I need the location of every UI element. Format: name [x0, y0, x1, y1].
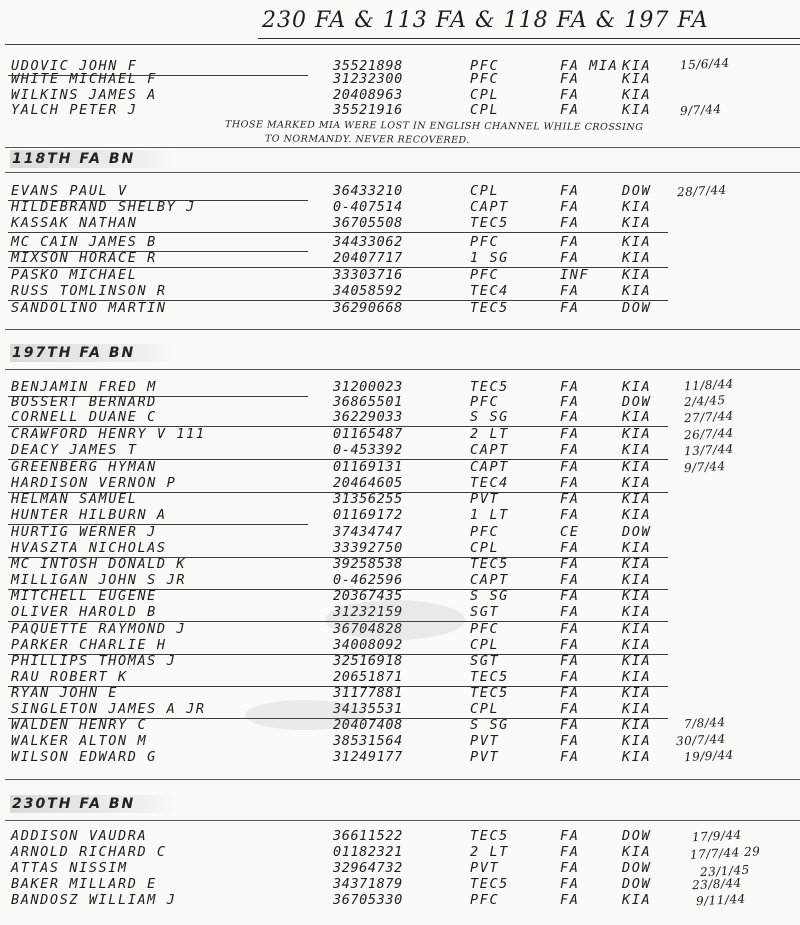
rank-cell: SGT	[470, 604, 500, 620]
name-cell: SANDOLINO MARTIN	[11, 300, 167, 316]
branch-cell: FA	[560, 234, 580, 250]
status-cell: KIA	[622, 669, 652, 685]
name-cell: HARDISON VERNON P	[11, 475, 177, 491]
handwritten-date: 19/9/44	[683, 747, 735, 765]
branch-cell: FA	[560, 556, 580, 572]
name-cell: BAKER MILLARD E	[11, 876, 157, 892]
branch-cell: FA	[560, 87, 580, 103]
handwritten-mia-note	[225, 118, 745, 150]
roster-row	[0, 250, 800, 266]
branch-cell: FA	[560, 621, 580, 637]
serial-cell: 01182321	[333, 844, 403, 860]
serial-cell: 20408963	[333, 87, 403, 103]
branch-cell: FA	[560, 844, 580, 860]
rank-cell: PVT	[470, 860, 500, 876]
roster-row	[0, 409, 800, 425]
serial-cell: 36704828	[333, 621, 403, 637]
name-cell: WALKER ALTON M	[11, 733, 148, 749]
rank-cell: TEC5	[470, 215, 509, 231]
serial-cell: 31232159	[333, 604, 403, 620]
rank-cell: PFC	[470, 524, 500, 540]
rank-cell: TEC5	[470, 300, 509, 316]
serial-cell: 31200023	[333, 379, 403, 395]
rank-cell: PFC	[470, 267, 500, 283]
photocopy-smudge	[325, 600, 465, 640]
branch-cell: FA	[560, 701, 580, 717]
status-cell: KIA	[622, 102, 652, 118]
branch-cell: FA	[560, 283, 580, 299]
roster-row	[0, 394, 800, 410]
rank-cell: SGT	[470, 653, 500, 669]
name-cell: RYAN JOHN E	[11, 685, 119, 701]
handwritten-date: 23/1/45	[699, 862, 751, 880]
status-cell: KIA	[622, 844, 652, 860]
status-cell: KIA	[622, 379, 652, 395]
roster-row	[0, 507, 800, 523]
name-cell: MC CAIN JAMES B	[11, 234, 157, 250]
name-cell: BANDOSZ WILLIAM J	[11, 892, 177, 908]
section-separator	[5, 172, 800, 173]
rank-cell: PVT	[470, 491, 500, 507]
serial-cell: 35521916	[333, 102, 403, 118]
name-cell: HVASZTA NICHOLAS	[11, 540, 167, 556]
serial-cell: 20651871	[333, 669, 403, 685]
roster-row	[0, 234, 800, 250]
status-cell: KIA	[622, 588, 652, 604]
mia-note-line-2: TO NORMANDY. NEVER RECOVERED.	[264, 133, 470, 146]
section-separator	[5, 147, 800, 148]
roster-row	[0, 491, 800, 507]
status-cell: KIA	[622, 540, 652, 556]
status-cell: KIA	[622, 621, 652, 637]
status-cell: KIA	[622, 491, 652, 507]
status-cell: DOW	[622, 828, 652, 844]
branch-cell: FA	[560, 653, 580, 669]
roster-row	[0, 459, 800, 475]
status-cell: KIA	[622, 250, 652, 266]
name-cell: CRAWFORD HENRY V 111	[11, 426, 206, 442]
rank-cell: CAPT	[470, 459, 509, 475]
branch-cell: FA	[560, 749, 580, 765]
name-cell: OLIVER HAROLD B	[11, 604, 157, 620]
branch-cell: FA	[560, 250, 580, 266]
handwritten-date: 15/6/44	[679, 55, 731, 73]
serial-cell: 34433062	[333, 234, 403, 250]
name-cell: PAQUETTE RAYMOND J	[11, 621, 187, 637]
serial-cell: 36433210	[333, 183, 403, 199]
name-cell: YALCH PETER J	[11, 102, 138, 118]
serial-cell: 33303716	[333, 267, 403, 283]
name-cell: CORNELL DUANE C	[11, 409, 157, 425]
header-underline	[258, 38, 800, 39]
rank-cell: CAPT	[470, 442, 509, 458]
roster-row	[0, 556, 800, 572]
branch-cell: FA	[560, 102, 580, 118]
status-cell: KIA	[622, 475, 652, 491]
serial-cell: 33392750	[333, 540, 403, 556]
status-cell: KIA	[622, 283, 652, 299]
handwritten-date: 11/8/44	[683, 376, 735, 394]
roster-row	[0, 215, 800, 231]
rank-cell: S SG	[470, 717, 509, 733]
serial-cell: 34135531	[333, 701, 403, 717]
branch-cell: FA	[560, 588, 580, 604]
serial-cell: 36290668	[333, 300, 403, 316]
section-separator	[5, 369, 800, 370]
name-cell: HURTIG WERNER J	[11, 524, 157, 540]
roster-row	[0, 669, 800, 685]
roster-row	[0, 892, 800, 908]
handwritten-date: 23/8/44	[691, 875, 743, 893]
roster-row	[0, 442, 800, 458]
branch-cell: FA	[560, 892, 580, 908]
rank-cell: TEC5	[470, 556, 509, 572]
roster-row	[0, 87, 800, 103]
handwritten-date: 9/7/44	[679, 101, 722, 119]
handwritten-date: 26/7/44	[683, 425, 735, 443]
name-cell: RUSS TOMLINSON R	[11, 283, 167, 299]
name-cell: ARNOLD RICHARD C	[11, 844, 167, 860]
branch-cell: FA	[560, 459, 580, 475]
branch-cell: FA	[560, 394, 580, 410]
rank-cell: CPL	[470, 183, 500, 199]
roster-row	[0, 475, 800, 491]
rank-cell: CPL	[470, 540, 500, 556]
handwritten-date: 9/7/44	[683, 458, 726, 476]
serial-cell: 31232300	[333, 71, 403, 87]
rank-cell: 1 LT	[470, 507, 509, 523]
status-cell: DOW	[622, 524, 652, 540]
handwritten-date: 2/4/45	[683, 392, 726, 410]
row-underline	[8, 232, 668, 233]
branch-cell: FA MIA	[560, 58, 619, 74]
name-cell: PHILLIPS THOMAS J	[11, 653, 177, 669]
serial-cell: 31249177	[333, 749, 403, 765]
roster-row	[0, 876, 800, 892]
roster-row	[0, 300, 800, 316]
branch-cell: FA	[560, 733, 580, 749]
handwritten-date: 17/7/44 29	[689, 844, 761, 862]
serial-cell: 20407408	[333, 717, 403, 733]
status-cell: KIA	[622, 685, 652, 701]
name-cell: EVANS PAUL V	[11, 183, 128, 199]
name-cell: MITCHELL EUGENE	[11, 588, 157, 604]
serial-cell: 31356255	[333, 491, 403, 507]
roster-row	[0, 860, 800, 880]
name-cell: WILSON EDWARD G	[11, 749, 157, 765]
serial-cell: 36229033	[333, 409, 403, 425]
rank-cell: 1 SG	[470, 250, 509, 266]
status-cell: KIA	[622, 733, 652, 749]
branch-cell: FA	[560, 475, 580, 491]
roster-row	[0, 828, 800, 844]
handwritten-date: 7/8/44	[683, 714, 726, 732]
rank-cell: CAPT	[470, 572, 509, 588]
rank-cell: PVT	[470, 733, 500, 749]
section-separator	[5, 779, 800, 780]
serial-cell: 37434747	[333, 524, 403, 540]
roster-row	[0, 524, 800, 540]
name-cell: GREENBERG HYMAN	[11, 459, 157, 475]
branch-cell: FA	[560, 379, 580, 395]
status-cell: KIA	[622, 637, 652, 653]
name-cell: BOSSERT BERNARD	[11, 394, 157, 410]
status-cell: KIA	[622, 199, 652, 215]
status-cell: DOW	[622, 394, 652, 410]
status-cell: KIA	[622, 572, 652, 588]
serial-cell: 01165487	[333, 426, 403, 442]
rank-cell: PFC	[470, 394, 500, 410]
serial-cell: 01169172	[333, 507, 403, 523]
rank-cell: CAPT	[470, 199, 509, 215]
branch-cell: FA	[560, 183, 580, 199]
serial-cell: 32516918	[333, 653, 403, 669]
branch-cell: FA	[560, 300, 580, 316]
rank-cell: CPL	[470, 701, 500, 717]
roster-row	[0, 714, 800, 733]
serial-cell: 20367435	[333, 588, 403, 604]
rank-cell: PFC	[470, 892, 500, 908]
status-cell: KIA	[622, 426, 652, 442]
roster-row	[0, 540, 800, 556]
handwritten-date: 17/9/44	[691, 827, 743, 845]
section-separator	[5, 329, 800, 330]
serial-cell: 36705508	[333, 215, 403, 231]
branch-cell: FA	[560, 685, 580, 701]
name-cell: MC INTOSH DONALD K	[11, 556, 187, 572]
rank-cell: CPL	[470, 87, 500, 103]
name-cell: MILLIGAN JOHN S JR	[11, 572, 187, 588]
handwritten-date: 9/11/44	[695, 891, 747, 909]
serial-cell: 20464605	[333, 475, 403, 491]
serial-cell: 32964732	[333, 860, 403, 876]
status-cell: KIA	[622, 717, 652, 733]
branch-cell: FA	[560, 215, 580, 231]
handwritten-date: 13/7/44	[683, 441, 735, 459]
rank-cell: TEC5	[470, 669, 509, 685]
status-cell: KIA	[622, 87, 652, 103]
roster-row	[0, 733, 800, 749]
rank-cell: CPL	[470, 637, 500, 653]
section-title-230th: 230TH FA BN	[10, 795, 175, 813]
branch-cell: FA	[560, 507, 580, 523]
serial-cell: 38531564	[333, 733, 403, 749]
name-cell: HUNTER HILBURN A	[11, 507, 167, 523]
name-cell: ADDISON VAUDRA	[11, 828, 148, 844]
name-cell: ATTAS NISSIM	[11, 860, 128, 876]
status-cell: KIA	[622, 442, 652, 458]
rank-cell: PFC	[470, 234, 500, 250]
serial-cell: 34058592	[333, 283, 403, 299]
serial-cell: 01169131	[333, 459, 403, 475]
handwritten-header: 230 FA & 113 FA & 118 FA & 197 FA	[262, 8, 709, 33]
serial-cell: 0-462596	[333, 572, 403, 588]
branch-cell: FA	[560, 717, 580, 733]
roster-row	[0, 283, 800, 299]
rank-cell: TEC5	[470, 379, 509, 395]
name-cell: UDOVIC JOHN F	[11, 58, 138, 74]
name-cell: WALDEN HENRY C	[11, 717, 148, 733]
branch-cell: FA	[560, 71, 580, 87]
branch-cell: FA	[560, 442, 580, 458]
section-separator	[5, 820, 800, 821]
roster-row	[0, 749, 800, 765]
rank-cell: 2 LT	[470, 844, 509, 860]
branch-cell: INF	[560, 267, 590, 283]
status-cell: KIA	[622, 459, 652, 475]
roster-row	[0, 685, 800, 701]
status-cell: KIA	[622, 234, 652, 250]
name-cell: SINGLETON JAMES A JR	[11, 701, 206, 717]
branch-cell: FA	[560, 426, 580, 442]
branch-cell: FA	[560, 669, 580, 685]
rank-cell: 2 LT	[470, 426, 509, 442]
serial-cell: 35521898	[333, 58, 403, 74]
serial-cell: 36611522	[333, 828, 403, 844]
rank-cell: TEC4	[470, 283, 509, 299]
status-cell: KIA	[622, 653, 652, 669]
status-cell: KIA	[622, 409, 652, 425]
status-cell: KIA	[622, 267, 652, 283]
handwritten-date: 27/7/44	[683, 408, 735, 426]
status-cell: DOW	[622, 876, 652, 892]
roster-row	[0, 267, 800, 283]
branch-cell: FA	[560, 540, 580, 556]
serial-cell: 31177881	[333, 685, 403, 701]
serial-cell: 34371879	[333, 876, 403, 892]
section-title-118th: 118TH FA BN	[10, 150, 175, 168]
serial-cell: 34008092	[333, 637, 403, 653]
branch-cell: CE	[560, 524, 580, 540]
branch-cell: FA	[560, 199, 580, 215]
name-cell: HILDEBRAND SHELBY J	[11, 199, 196, 215]
branch-cell: FA	[560, 604, 580, 620]
name-cell: PARKER CHARLIE H	[11, 637, 167, 653]
rank-cell: PFC	[470, 621, 500, 637]
rank-cell: S SG	[470, 588, 509, 604]
status-cell: KIA	[622, 892, 652, 908]
handwritten-date: 30/7/44	[675, 731, 727, 749]
status-cell: KIA	[622, 701, 652, 717]
name-cell: WILKINS JAMES A	[11, 87, 157, 103]
name-cell: BENJAMIN FRED M	[11, 379, 157, 395]
status-cell: KIA	[622, 749, 652, 765]
serial-cell: 0-453392	[333, 442, 403, 458]
branch-cell: FA	[560, 876, 580, 892]
rank-cell: TEC5	[470, 828, 509, 844]
branch-cell: FA	[560, 491, 580, 507]
status-cell: KIA	[622, 507, 652, 523]
rank-cell: TEC5	[470, 876, 509, 892]
name-cell: HELMAN SAMUEL	[11, 491, 138, 507]
branch-cell: FA	[560, 409, 580, 425]
rank-cell: PFC	[470, 58, 500, 74]
status-cell: KIA	[622, 215, 652, 231]
rank-cell: CPL	[470, 102, 500, 118]
roster-row	[0, 701, 800, 717]
roster-row	[0, 71, 800, 87]
roster-row	[0, 844, 800, 860]
roster-row	[0, 653, 800, 669]
serial-cell: 36705330	[333, 892, 403, 908]
serial-cell: 39258538	[333, 556, 403, 572]
status-cell: DOW	[622, 183, 652, 199]
branch-cell: FA	[560, 572, 580, 588]
roster-row	[0, 572, 800, 588]
serial-cell: 0-407514	[333, 199, 403, 215]
roster-row	[0, 183, 800, 199]
name-cell: PASKO MICHAEL	[11, 267, 138, 283]
status-cell: DOW	[622, 300, 652, 316]
rank-cell: TEC5	[470, 685, 509, 701]
rank-cell: PVT	[470, 749, 500, 765]
name-cell: DEACY JAMES T	[11, 442, 138, 458]
status-cell: KIA	[622, 71, 652, 87]
mia-note-line-1: THOSE MARKED MIA WERE LOST IN ENGLISH CHANNEL WHILE CROSSING	[225, 119, 644, 134]
serial-cell: 20407717	[333, 250, 403, 266]
name-cell: KASSAK NATHAN	[11, 215, 138, 231]
roster-row	[0, 426, 800, 442]
name-cell: RAU ROBERT K	[11, 669, 128, 685]
status-cell: KIA	[622, 604, 652, 620]
section-title-197th: 197TH FA BN	[10, 344, 175, 362]
status-cell: KIA	[622, 58, 652, 74]
roster-row	[0, 376, 800, 395]
status-cell: DOW	[622, 860, 652, 876]
rank-cell: TEC4	[470, 475, 509, 491]
roster-row	[0, 199, 800, 215]
top-separator	[5, 44, 800, 45]
photocopy-smudge	[245, 700, 365, 730]
branch-cell: FA	[560, 637, 580, 653]
branch-cell: FA	[560, 828, 580, 844]
branch-cell: FA	[560, 860, 580, 876]
rank-cell: PFC	[470, 71, 500, 87]
rank-cell: S SG	[470, 409, 509, 425]
status-cell: KIA	[622, 556, 652, 572]
serial-cell: 36865501	[333, 394, 403, 410]
name-cell: MIXSON HORACE R	[11, 250, 157, 266]
name-cell: WHITE MICHAEL F	[11, 71, 157, 87]
handwritten-date: 28/7/44	[676, 182, 728, 200]
roster-row	[0, 102, 800, 118]
